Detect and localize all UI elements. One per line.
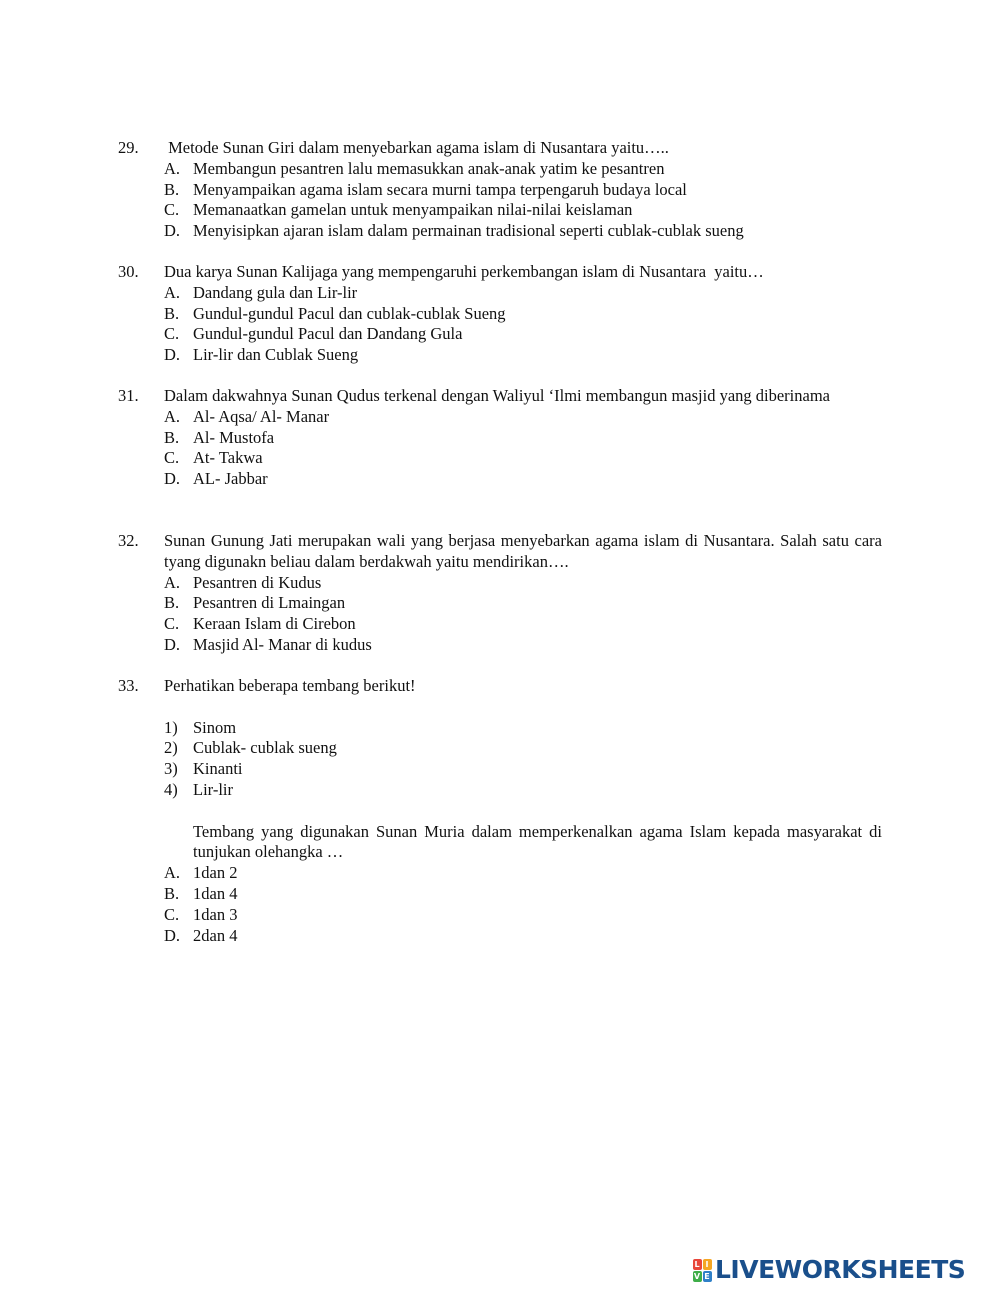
option-text: At- Takwa — [193, 448, 263, 468]
option-letter: A. — [164, 406, 181, 426]
question-number: 31. — [118, 386, 139, 405]
logo-icon-letter: I — [703, 1259, 712, 1270]
list-text: Sinom — [193, 717, 237, 737]
option-letter: A. — [164, 572, 181, 592]
option-text: Pesantren di Kudus — [193, 572, 322, 592]
option-a — [164, 407, 882, 428]
option-b — [164, 304, 882, 325]
option-b — [164, 428, 882, 449]
question-33 — [118, 676, 882, 946]
option-c — [164, 448, 882, 469]
option-letter: D. — [164, 221, 181, 241]
option-text: 1dan 3 — [193, 904, 238, 924]
option-text: AL- Jabbar — [193, 469, 268, 489]
option-letter: B. — [164, 883, 180, 903]
option-letter: A. — [164, 863, 181, 883]
option-letter: C. — [164, 448, 180, 468]
option-text: Membangun pesantren lalu memasukkan anak-anak yatim ke pesantren — [193, 158, 665, 178]
question-text: Sunan Gunung Jati merupakan wali yang berjasa menyebarkan agama islam di Nusantara. Salah satu cara tyang digunakn beliau dalam berdakwah yaitu mendirikan…. — [164, 531, 882, 571]
question-text: Dua karya Sunan Kalijaga yang mempengaruhi perkembangan islam di Nusantara yaitu… — [164, 262, 764, 281]
list-number: 1) — [164, 717, 178, 737]
option-letter: C. — [164, 200, 180, 220]
option-letter: D. — [164, 925, 181, 945]
list-text: Cublak- cublak sueng — [193, 738, 337, 758]
list-text: Kinanti — [193, 759, 243, 779]
option-text: 1dan 2 — [193, 863, 238, 883]
question-number: 30. — [118, 262, 139, 281]
option-c — [164, 614, 882, 635]
option-b — [164, 180, 882, 201]
option-c — [164, 324, 882, 345]
list-number: 2) — [164, 738, 178, 758]
option-a — [164, 863, 882, 884]
list-number: 4) — [164, 779, 178, 799]
option-c — [164, 200, 882, 221]
list-text: Lir-lir — [193, 779, 233, 799]
option-text: Menyampaikan agama islam secara murni tampa terpengaruh budaya local — [193, 179, 687, 199]
option-letter: B. — [164, 303, 180, 323]
option-text: Gundul-gundul Pacul dan Dandang Gula — [193, 324, 463, 344]
liveworksheets-logo-icon — [692, 1258, 712, 1282]
option-d — [164, 469, 882, 490]
option-letter: D. — [164, 469, 181, 489]
question-text: Metode Sunan Giri dalam menyebarkan agama islam di Nusantara yaitu….. — [164, 138, 669, 157]
option-b — [164, 593, 882, 614]
list-item-3 — [164, 759, 882, 780]
option-text: Menyisipkan ajaran islam dalam permainan tradisional seperti cublak-cublak sueng — [193, 221, 744, 241]
option-d — [164, 635, 882, 656]
option-letter: A. — [164, 282, 181, 302]
option-text: Gundul-gundul Pacul dan cublak-cublak Sueng — [193, 303, 506, 323]
option-d — [164, 926, 882, 947]
logo-icon-letter: E — [704, 1271, 710, 1281]
question-number: 33. — [118, 676, 139, 695]
option-letter: C. — [164, 324, 180, 344]
logo-icon-letter: V — [693, 1271, 701, 1281]
question-30 — [118, 262, 882, 366]
option-a — [164, 573, 882, 594]
list-item-1 — [164, 718, 882, 739]
logo-icon-letter: L — [694, 1259, 700, 1269]
liveworksheets-logo — [692, 1256, 965, 1284]
question-number: 29. — [118, 138, 139, 157]
option-text: Al- Aqsa/ Al- Manar — [193, 406, 330, 426]
list-item-4 — [164, 780, 882, 801]
option-letter: A. — [164, 158, 181, 178]
option-d — [164, 221, 882, 242]
option-letter: C. — [164, 614, 180, 634]
option-a — [164, 159, 882, 180]
question-text: Perhatikan beberapa tembang berikut! — [164, 676, 416, 695]
option-letter: B. — [164, 427, 180, 447]
question-31 — [118, 386, 882, 490]
option-text: 2dan 4 — [193, 925, 238, 945]
question-number: 32. — [118, 531, 139, 550]
option-text: Pesantren di Lmaingan — [193, 593, 346, 613]
option-text: Lir-lir dan Cublak Sueng — [193, 345, 359, 365]
option-text: Dandang gula dan Lir-lir — [193, 282, 358, 302]
list-item-2 — [164, 738, 882, 759]
option-text: Al- Mustofa — [193, 427, 275, 447]
question-29 — [118, 138, 882, 242]
logo-text: LIVEWORKSHEETS — [715, 1255, 966, 1284]
list-number: 3) — [164, 759, 178, 779]
option-letter: C. — [164, 904, 180, 924]
option-b — [164, 884, 882, 905]
option-letter: D. — [164, 634, 181, 654]
option-d — [164, 345, 882, 366]
question-stem-continued: Tembang yang digunakan Sunan Muria dalam memperkenalkan agama Islam kepada masyarakat di tunjukan olehangka … — [193, 821, 882, 862]
option-text: Keraan Islam di Cirebon — [193, 614, 356, 634]
option-letter: B. — [164, 179, 180, 199]
option-text: 1dan 4 — [193, 883, 238, 903]
option-a — [164, 283, 882, 304]
option-c — [164, 905, 882, 926]
option-letter: B. — [164, 593, 180, 613]
option-letter: D. — [164, 345, 181, 365]
question-text: Dalam dakwahnya Sunan Qudus terkenal dengan Waliyul ‘Ilmi membangun masjid yang diberinama — [164, 386, 830, 405]
question-32 — [118, 531, 882, 656]
option-text: Masjid Al- Manar di kudus — [193, 634, 372, 654]
option-text: Memanaatkan gamelan untuk menyampaikan nilai-nilai keislaman — [193, 200, 633, 220]
